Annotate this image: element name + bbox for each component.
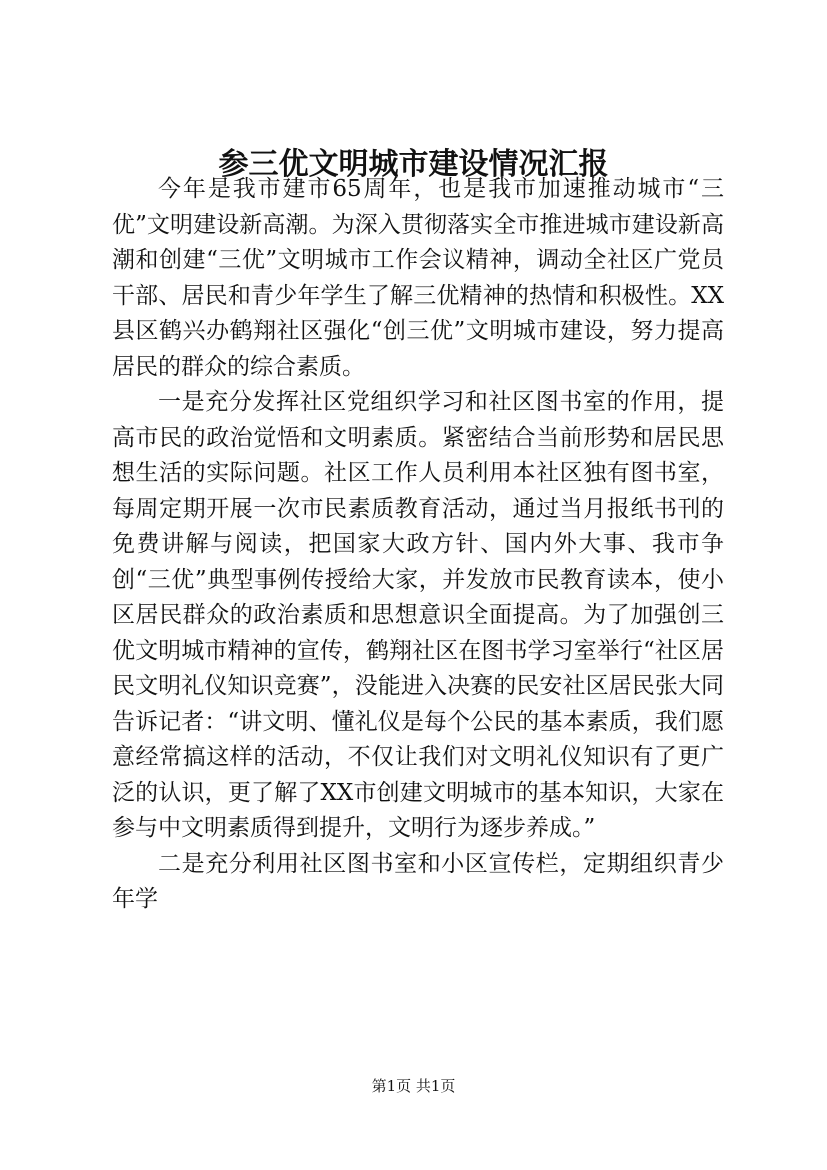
paragraph-3: 二是充分利用社区图书室和小区宣传栏，定期组织青少年学 — [112, 850, 724, 912]
paragraph-1: 今年是我市建市65周年，也是我市加速推动城市“三优”文明建设新高潮。为深入贯彻落实全市推进城市建设新高潮和创建“三优”文明城市工作会议精神，调动全社区广党员干部、居民和青少年学生了解三优精神的热情和积极性。XX县区鹤兴办鹤翔社区强化“创三优”文明城市建设，努力提高居民的群众的综合素质。 — [112, 176, 724, 380]
document-title: 参三优文明城市建设情况汇报 — [218, 147, 609, 182]
document-body — [112, 172, 724, 918]
page-footer: 第1页 共1页 — [371, 1077, 456, 1095]
paragraph-2: 一是充分发挥社区党组织学习和社区图书室的作用，提高市民的政治觉悟和文明素质。紧密结合当前形势和居民思想生活的实际问题。社区工作人员利用本社区独有图书室，每周定期开展一次市民素质教育活动，通过当月报纸书刊的免费讲解与阅读，把国家大政方针、国内外大事、我市争创“三优”典型事例传授给大家，并发放市民教育读本，使小区居民群众的政治素质和思想意识全面提高。为了加强创三优文明城市精神的宣传，鹤翔社区在图书学习室举行“社区居民文明礼仪知识竞赛”，没能进入决赛的民安社区居民张大同告诉记者：“讲文明、懂礼仪是每个公民的基本素质，我们愿意经常搞这样的活动，不仅让我们对文明礼仪知识有了更广泛的认识，更了解了XX市创建文明城市的基本知识，大家在参与中文明素质得到提升，文明行为逐步养成。” — [112, 389, 724, 841]
